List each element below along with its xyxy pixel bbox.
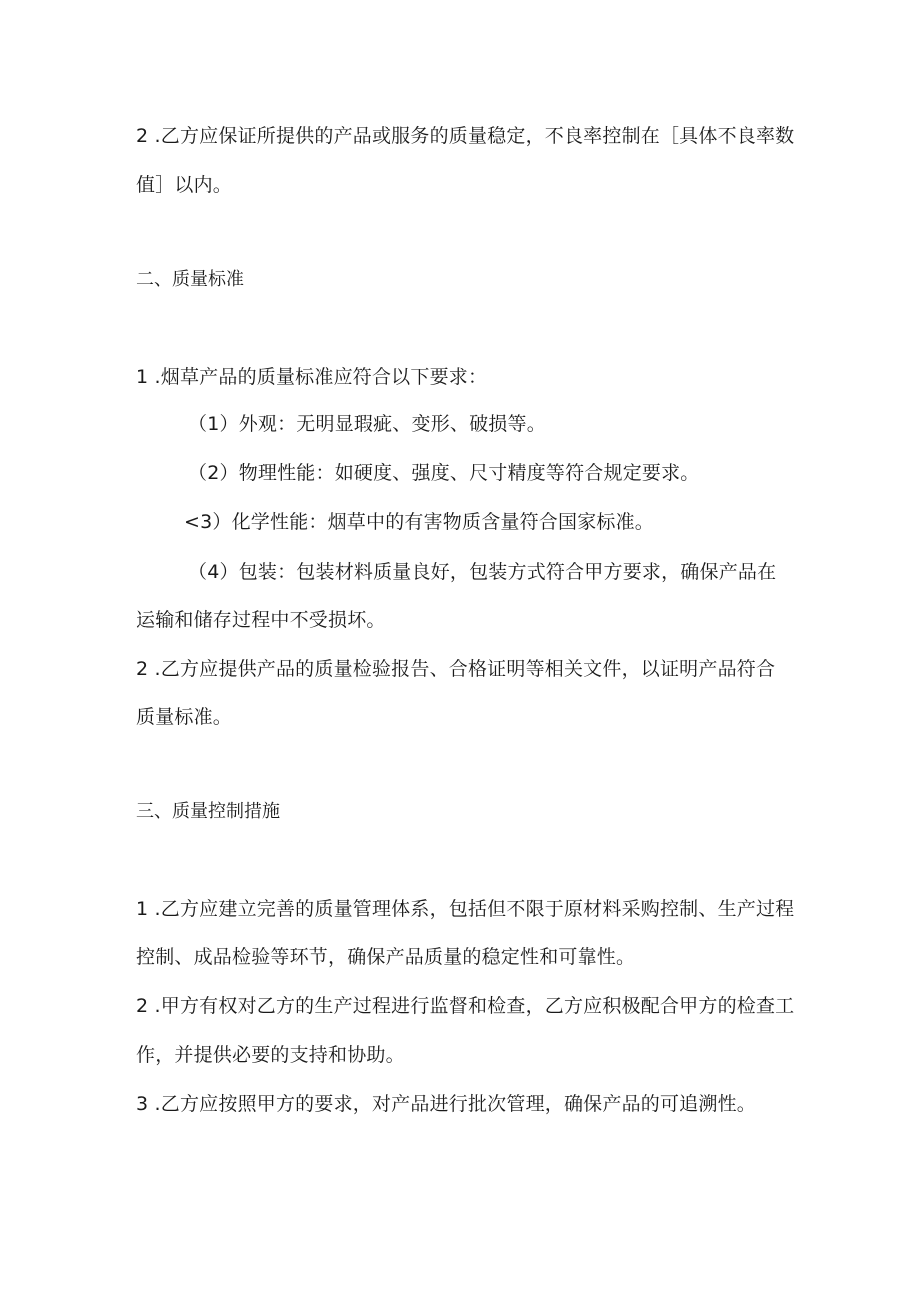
section2-sub2: （2）物理性能：如硬度、强度、尺寸精度等符合规定要求。 bbox=[188, 462, 700, 484]
section3-item3: 3 .乙方应按照甲方的要求，对产品进行批次管理，确保产品的可追溯性。 bbox=[136, 1093, 756, 1115]
section2-item2-line1: 2 .乙方应提供产品的质量检验报告、合格证明等相关文件，以证明产品符合 bbox=[136, 658, 776, 680]
section2-item2-line2: 质量标准。 bbox=[136, 706, 233, 728]
section3-heading: 三、质量控制措施 bbox=[136, 801, 280, 822]
section1-item2-line2: 值］以内。 bbox=[136, 174, 233, 196]
section2-heading: 二、质量标准 bbox=[136, 269, 244, 290]
section2-item1: 1 .烟草产品的质量标准应符合以下要求： bbox=[136, 366, 488, 388]
section2-sub1: （1）外观：无明显瑕疵、变形、破损等。 bbox=[188, 413, 546, 435]
section2-sub4-line1: （4）包装：包装材料质量良好，包装方式符合甲方要求，确保产品在 bbox=[188, 561, 777, 583]
section3-item2-line1: 2 .甲方有权对乙方的生产过程进行监督和检查，乙方应积极配合甲方的检查工 bbox=[136, 995, 795, 1017]
section3-item2-line2: 作，并提供必要的支持和协助。 bbox=[136, 1044, 405, 1066]
section3-item1-line1: 1 .乙方应建立完善的质量管理体系，包括但不限于原材料采购控制、生产过程 bbox=[136, 898, 795, 920]
section2-sub3: <3）化学性能：烟草中的有害物质含量符合国家标准。 bbox=[184, 511, 655, 533]
section2-sub4-line2: 运输和储存过程中不受损坏。 bbox=[136, 609, 386, 631]
section3-item1-line2: 控制、成品检验等环节，确保产品质量的稳定性和可靠性。 bbox=[136, 946, 636, 968]
section1-item2-line1: 2 .乙方应保证所提供的产品或服务的质量稳定，不良率控制在［具体不良率数 bbox=[136, 125, 795, 147]
